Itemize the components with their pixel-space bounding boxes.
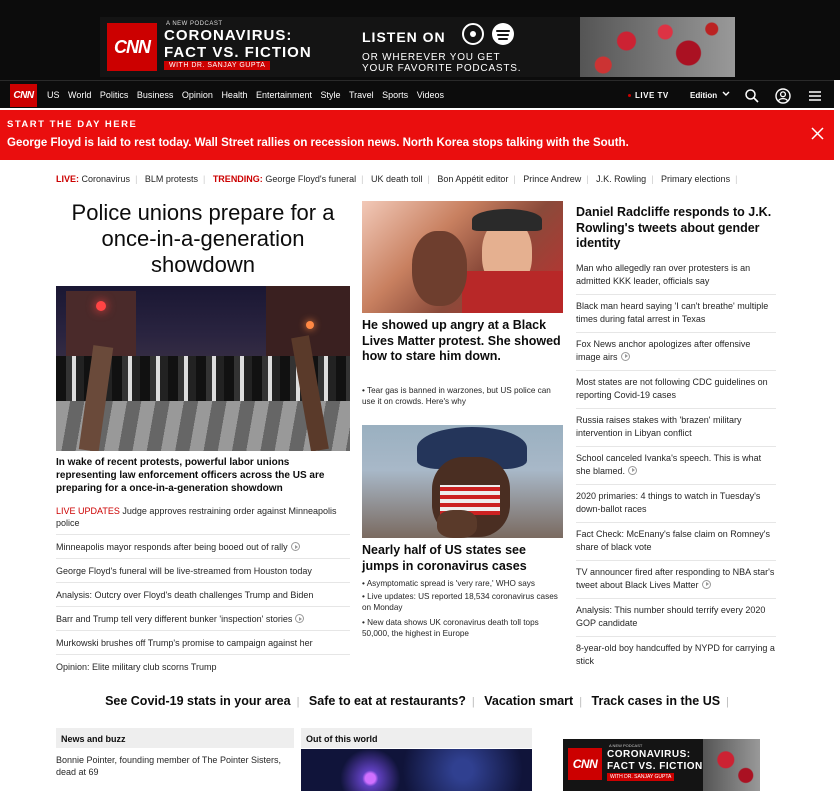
ad-host: WITH DR. SANJAY GUPTA	[607, 773, 674, 781]
covid-link[interactable]: Vacation smart	[484, 694, 574, 708]
list-item[interactable]	[56, 541, 350, 559]
ad-title-line1: CORONAVIRUS:	[607, 749, 691, 760]
nav-item-world[interactable]: World	[68, 90, 92, 100]
nav-item-us[interactable]: US	[47, 90, 60, 100]
list-item-text: Black man heard saying 'I can't breathe' multiple times during fatal arrest in Texas	[576, 301, 769, 324]
live-updates-label: LIVE UPDATES	[56, 506, 120, 516]
covid-link[interactable]: Safe to eat at restaurants?	[308, 694, 466, 708]
trend-item[interactable]: J.K. Rowling	[596, 174, 647, 184]
trend-coronavirus[interactable]: Coronavirus	[81, 174, 131, 184]
edition-label: Edition	[690, 91, 718, 100]
ad-title-line2: FACT VS. FICTION	[164, 44, 312, 61]
video-play-icon	[621, 352, 630, 361]
list-item[interactable]	[576, 642, 776, 674]
list-item-text: School canceled Ivanka's speech. This is what she blamed.	[576, 453, 762, 476]
list-item-text: Man who allegedly ran over protesters is an admitted KKK leader, officials say	[576, 263, 751, 286]
story2-sub[interactable]: • Live updates: US reported 18,534 coronavirus cases on Monday	[362, 592, 558, 612]
trending-bar: LIVE: Coronavirus | BLM protests | TRENDING: George Floyd's funeral | UK death toll | Bon Appétit editor | Prince Andrew | J.K. Rowling | Primary elections |	[56, 174, 738, 184]
list-item[interactable]	[576, 490, 776, 523]
story2-sub[interactable]: • Asymptomatic spread is 'very rare,' WHO says	[362, 579, 535, 588]
space-image[interactable]	[301, 749, 532, 791]
ad-kicker: A NEW PODCAST	[609, 743, 643, 748]
ad-host: WITH DR. SANJAY GUPTA	[164, 61, 270, 70]
menu-icon[interactable]	[807, 88, 823, 104]
trend-item[interactable]: Primary elections	[661, 174, 731, 184]
list-item[interactable]	[576, 528, 776, 561]
video-play-icon	[295, 614, 304, 623]
ad-title-line1: CORONAVIRUS:	[164, 27, 293, 44]
chevron-down-icon	[722, 91, 730, 97]
list-item[interactable]	[56, 505, 350, 535]
covid-link[interactable]: See Covid-19 stats in your area	[105, 694, 291, 708]
ad-virus-image	[580, 17, 735, 77]
list-item-text: Russia raises stakes with 'brazen' military intervention in Libyan conflict	[576, 415, 742, 438]
live-tv-link[interactable]	[628, 91, 669, 100]
live-dot-icon	[628, 94, 631, 97]
nav-item-videos[interactable]: Videos	[416, 90, 445, 100]
list-item[interactable]	[56, 661, 350, 678]
nav-item-travel[interactable]: Travel	[349, 90, 374, 100]
ad-kicker: A NEW PODCAST	[166, 21, 223, 27]
breaking-kicker: START THE DAY HERE	[7, 119, 138, 130]
apple-podcasts-icon	[462, 23, 484, 45]
ad-tagline-line2: YOUR FAVORITE PODCASTS.	[362, 63, 522, 74]
top-ad-bar	[0, 0, 840, 80]
list-item[interactable]	[56, 613, 350, 631]
col3-headline[interactable]: Daniel Radcliffe responds to J.K. Rowling's tweets about gender identity	[576, 205, 772, 250]
news-buzz-header: News and buzz	[56, 728, 294, 748]
list-item-text: Barr and Trump tell very different bunker 'inspection' stories	[56, 614, 293, 624]
lead-headline[interactable]: Police unions prepare for a once-in-a-generation showdown	[71, 200, 335, 277]
nav-item-opinion[interactable]: Opinion	[181, 90, 213, 100]
list-item-text: Analysis: Outcry over Floyd's death challenges Trump and Biden	[56, 590, 314, 600]
search-icon[interactable]	[744, 88, 760, 104]
list-item-text: George Floyd's funeral will be live-streamed from Houston today	[56, 566, 312, 576]
lead-caption[interactable]: In wake of recent protests, powerful labor unions representing law enforcement officers across the US are preparing for a once-in-a-generation showdown	[56, 457, 325, 494]
ad-tagline-line1: OR WHEREVER YOU GET	[362, 52, 501, 63]
trend-item[interactable]: George Floyd's funeral	[265, 174, 357, 184]
list-item[interactable]	[56, 589, 350, 607]
podcast-ad-banner[interactable]	[100, 17, 735, 77]
list-item[interactable]	[576, 604, 776, 637]
story1-image[interactable]	[362, 201, 563, 313]
breaking-news-banner[interactable]	[0, 110, 834, 160]
list-item-text: Judge approves restraining order against Minneapolis police	[56, 506, 337, 528]
ad-cnn-logo: CNN	[107, 23, 157, 71]
story2-image[interactable]	[362, 425, 563, 538]
list-item-text: Most states are not following CDC guidelines on reporting Covid-19 cases	[576, 377, 768, 400]
trend-item[interactable]: UK death toll	[370, 174, 423, 184]
nav-item-sports[interactable]: Sports	[382, 90, 409, 100]
nav-item-style[interactable]: Style	[320, 90, 341, 100]
main-nav	[0, 80, 834, 108]
close-icon[interactable]	[811, 127, 824, 140]
list-item[interactable]	[576, 300, 776, 333]
list-item[interactable]	[576, 338, 776, 371]
list-item-text: Minneapolis mayor responds after being booed out of rally	[56, 542, 288, 552]
covid-link[interactable]: Track cases in the US	[591, 694, 721, 708]
nav-item-politics[interactable]: Politics	[99, 90, 129, 100]
covid-links-bar: See Covid-19 stats in your area | Safe to eat at restaurants? | Vacation smart | Track cases in the US |	[105, 694, 729, 708]
list-item-text: Fact Check: McEnany's false claim on Romney's share of black vote	[576, 529, 771, 552]
col3-story-list	[576, 262, 776, 679]
list-item-text: Analysis: This number should terrify every 2020 GOP candidate	[576, 605, 766, 628]
ad-virus-image	[703, 739, 760, 791]
trend-blm[interactable]: BLM protests	[144, 174, 198, 184]
spotify-icon	[492, 23, 514, 45]
out-of-world-header: Out of this world	[301, 728, 532, 748]
story2-headline[interactable]: Nearly half of US states see jumps in coronavirus cases	[362, 543, 527, 573]
story1-sub[interactable]: • Tear gas is banned in warzones, but US police can use it on crowds. Here's why	[362, 386, 551, 406]
story2-sub[interactable]: • New data shows UK coronavirus death toll tops 50,000, the highest in Europe	[362, 618, 539, 638]
list-item-text: TV announcer fired after responding to NBA star's tweet about Black Lives Matter	[576, 567, 775, 590]
breaking-headline[interactable]: George Floyd is laid to rest today. Wall Street rallies on recession news. North Korea stops talking with the South.	[7, 137, 629, 149]
story1-headline[interactable]: He showed up angry at a Black Lives Matter protest. She showed how to stare him down.	[362, 318, 561, 363]
trend-item[interactable]: Prince Andrew	[523, 174, 582, 184]
list-item-text: Fox News anchor apologizes after offensive image airs	[576, 339, 751, 362]
ad-cnn-logo: CNN	[568, 748, 602, 780]
trending-label: TRENDING:	[212, 174, 263, 184]
list-item[interactable]	[576, 262, 776, 295]
nav-item-health[interactable]: Health	[221, 90, 248, 100]
list-item[interactable]	[56, 637, 350, 655]
list-item[interactable]	[56, 565, 350, 583]
list-item-text: Murkowski brushes off Trump's promise to campaign against her	[56, 638, 313, 648]
lead-image[interactable]	[56, 286, 350, 451]
list-item[interactable]	[576, 376, 776, 409]
edition-selector[interactable]	[690, 91, 730, 100]
video-play-icon	[702, 580, 711, 589]
ad-listen-on: LISTEN ON	[362, 29, 446, 45]
live-label: LIVE:	[56, 174, 80, 184]
ad-title-line2: FACT VS. FICTION	[607, 761, 703, 772]
list-item-text: 2020 primaries: 4 things to watch in Tuesday's down-ballot races	[576, 491, 761, 514]
nav-item-entertainment[interactable]: Entertainment	[255, 90, 312, 100]
live-tv-label: LIVE TV	[635, 91, 669, 100]
list-item-text: Opinion: Elite military club scorns Trump	[56, 662, 217, 672]
nav-item-business[interactable]: Business	[136, 90, 174, 100]
news-buzz-item[interactable]: Bonnie Pointer, founding member of The Pointer Sisters, dead at 69	[56, 755, 281, 777]
list-item[interactable]	[576, 414, 776, 447]
cnn-logo[interactable]: CNN	[10, 84, 37, 107]
list-item[interactable]	[576, 566, 776, 599]
list-item-text: 8-year-old boy handcuffed by NYPD for carrying a stick	[576, 643, 775, 666]
video-play-icon	[291, 542, 300, 551]
podcast-ad-small[interactable]	[563, 739, 760, 791]
list-item[interactable]	[576, 452, 776, 485]
col1-story-list	[56, 505, 350, 684]
trend-item[interactable]: Bon Appétit editor	[437, 174, 509, 184]
account-icon[interactable]	[775, 88, 791, 104]
nav-menu	[47, 90, 453, 100]
video-play-icon	[628, 466, 637, 475]
